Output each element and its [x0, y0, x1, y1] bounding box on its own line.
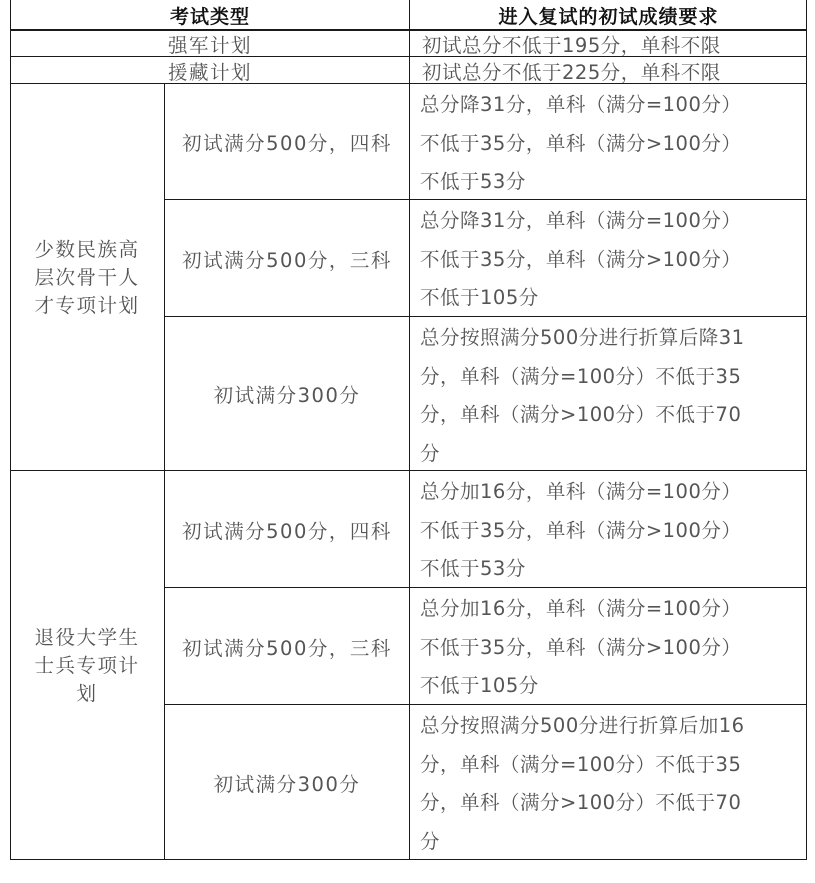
group1-req-500-four: 总分降31分，单科（满分=100分） 不低于35分，单科（满分>100分） 不低于53分: [420, 93, 742, 194]
group1-req-500-three: 总分降31分，单科（满分=100分） 不低于35分，单科（满分>100分） 不低于105分: [420, 209, 742, 310]
grid-hline-header: [10, 29, 807, 31]
header-exam-type: 考试类型: [169, 5, 250, 28]
grid-vline-right: [806, 0, 807, 860]
row-req-qiangjun: 初试总分不低于195分，单科不限: [422, 33, 721, 57]
group2-subtype-500-three: 初试满分500分，三科: [182, 636, 392, 660]
grid-vline-mid: [409, 0, 410, 860]
group1-req-300: 总分按照满分500分进行折算后降31 分，单科（满分=100分）不低于35 分，单科（满分>100分）不低于70 分: [420, 326, 745, 465]
row-req-yuanzang: 初试总分不低于225分，单科不限: [422, 60, 721, 84]
group1-subtype-500-three: 初试满分500分，三科: [182, 248, 392, 272]
row-type-yuanzang: 援藏计划: [167, 60, 252, 84]
grid-hline-g2a: [164, 587, 807, 588]
group2-req-500-four: 总分加16分，单科（满分=100分） 不低于35分，单科（满分>100分） 不低于53分: [420, 480, 742, 581]
group2-req-300: 总分按照满分500分进行折算后加16 分，单科（满分=100分）不低于35 分，单科（满分>100分）不低于70 分: [420, 714, 745, 853]
grid-hline-row2: [10, 83, 807, 84]
grid-vline-sub: [164, 84, 165, 860]
grid-hline-g1a: [164, 199, 807, 200]
grid-hline-g1b: [164, 316, 807, 317]
group2-subtype-300: 初试满分300分: [213, 772, 361, 796]
group1-subtype-500-four: 初试满分500分，四科: [182, 132, 392, 155]
group2-req-500-three: 总分加16分，单科（满分=100分） 不低于35分，单科（满分>100分） 不低于105分: [420, 597, 742, 698]
grid-hline-group: [10, 470, 807, 471]
grid-hline-g2b: [164, 704, 807, 705]
grid-vline-left: [10, 0, 11, 860]
grid-hline-row1: [10, 56, 807, 57]
row-type-qiangjun: 强军计划: [167, 33, 252, 57]
group1-subtype-300: 初试满分300分: [213, 384, 361, 407]
header-score-requirement: 进入复试的初试成绩要求: [498, 5, 719, 28]
group-category-minority: 少数民族高 层次骨干人 才专项计划: [34, 237, 140, 317]
group-category-veteran: 退役大学生 士兵专项计 划: [34, 625, 140, 705]
grid-hline-bottom: [10, 859, 807, 860]
group2-subtype-500-four: 初试满分500分，四科: [182, 519, 392, 543]
